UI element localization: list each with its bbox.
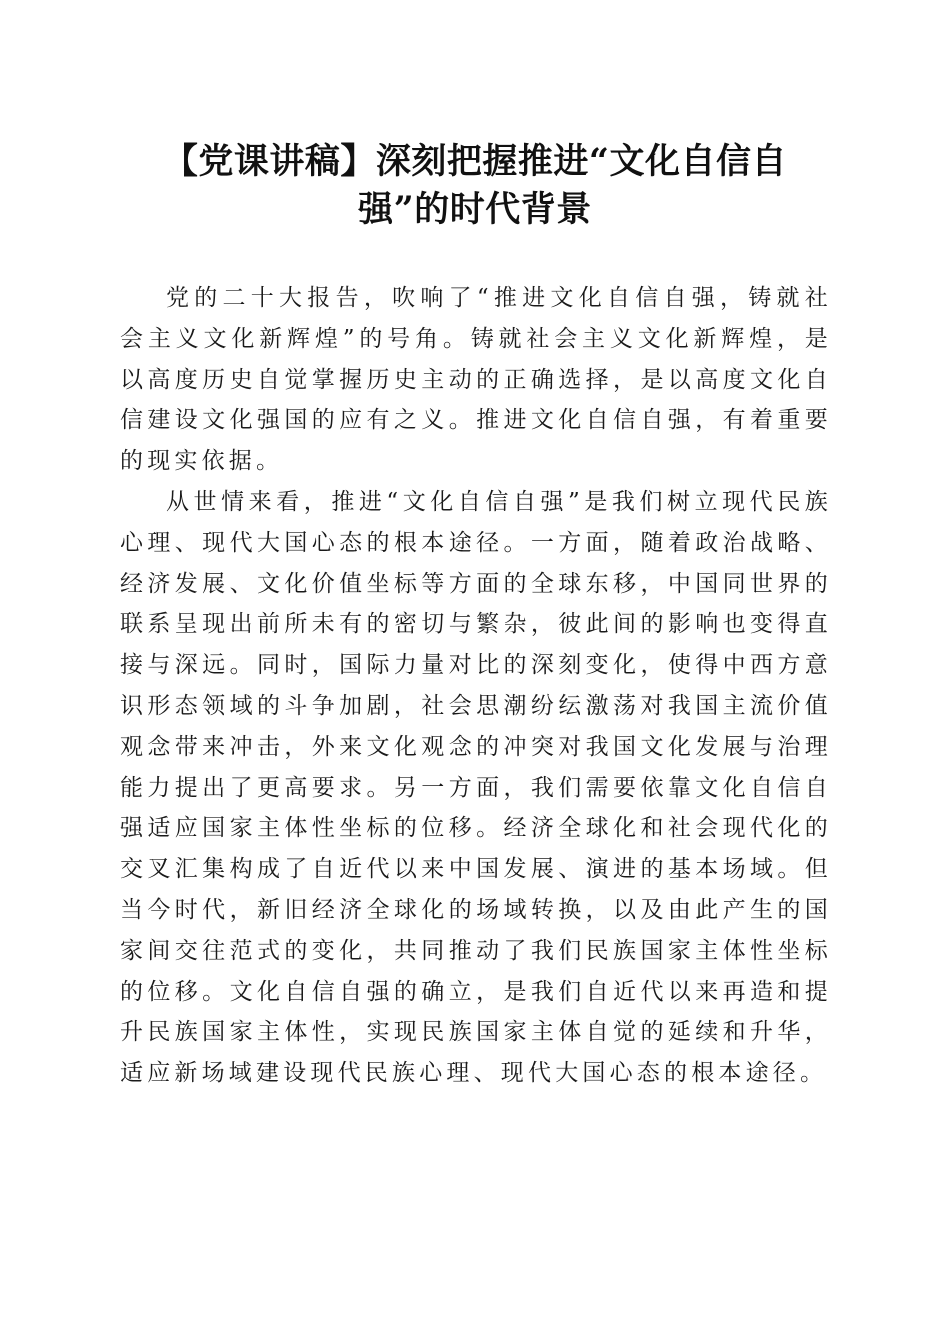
title-line-2: 强”的时代背景 [358,189,592,230]
document-body [120,278,832,1094]
page-title [140,138,810,234]
title-line-1: 【党课讲稿】深刻把握推进“文化自信自 [162,141,788,182]
paragraph-world-situation: 从世情来看，推进“文化自信自强”是我们树立现代民族心理、现代大国心态的根本途径。一方面，随着政治战略、经济发展、文化价值坐标等方面的全球东移，中国同世界的联系呈现出前所未有的密切与繁杂，彼此间的影响也变得直接与深远。同时，国际力量对比的深刻变化，使得中西方意识形态领域的斗争加剧，社会思潮纷纭激荡对我国主流价值观念带来冲击，外来文化观念的冲突对我国文化发展与治理能力提出了更高要求。另一方面，我们需要依靠文化自信自强适应国家主体性坐标的位移。经济全球化和社会现代化的交叉汇集构成了自近代以来中国发展、演进的基本场域。但当今时代，新旧经济全球化的场域转换，以及由此产生的国家间交往范式的变化，共同推动了我们民族国家主体性坐标的位移。文化自信自强的确立，是我们自近代以来再造和提升民族国家主体性，实现民族国家主体自觉的延续和升华，适应新场域建设现代民族心理、现代大国心态的根本途径。 [120,488,832,1087]
paragraph-intro: 党的二十大报告，吹响了“推进文化自信自强，铸就社会主义文化新辉煌”的号角。铸就社会主义文化新辉煌，是以高度历史自觉掌握历史主动的正确选择，是以高度文化自信建设文化强国的应有之义。推进文化自信自强，有着重要的现实依据。 [120,285,832,475]
